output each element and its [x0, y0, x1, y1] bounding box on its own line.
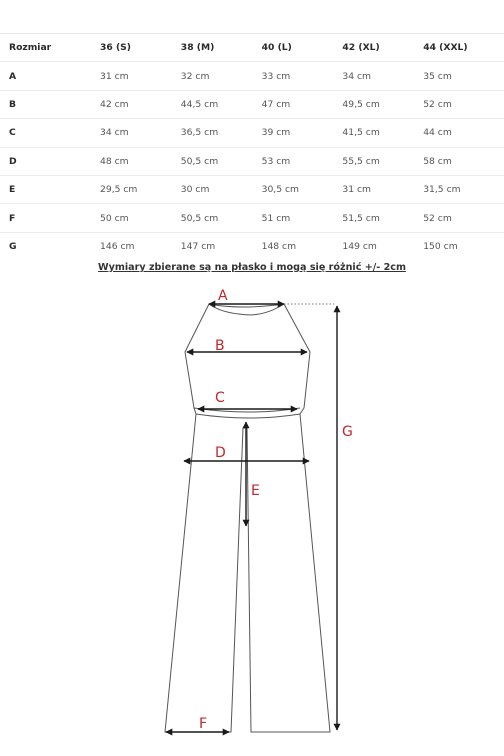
row-label: A	[0, 62, 100, 90]
label-c: C	[215, 390, 225, 406]
table-cell: 39 cm	[262, 119, 343, 147]
label-g: G	[342, 424, 353, 440]
table-cell: 31 cm	[342, 175, 423, 203]
table-cell: 50,5 cm	[181, 147, 262, 175]
label-f: F	[199, 716, 208, 732]
table-cell: 35 cm	[423, 62, 504, 90]
measurement-note: Wymiary zbierane są na płasko i mogą się różnić +/- 2cm	[98, 262, 406, 273]
table-cell: 41,5 cm	[342, 119, 423, 147]
label-d: D	[215, 445, 226, 461]
table-cell: 33 cm	[262, 62, 343, 90]
table-cell: 51,5 cm	[342, 204, 423, 232]
garment-outline	[165, 304, 330, 732]
column-header: Rozmiar	[0, 34, 100, 62]
table-cell: 29,5 cm	[100, 175, 181, 203]
label-b: B	[215, 338, 225, 354]
table-cell: 51 cm	[262, 204, 343, 232]
table-cell: 31,5 cm	[423, 175, 504, 203]
table-cell: 149 cm	[342, 232, 423, 260]
measurement-arrows	[166, 304, 337, 732]
row-label: D	[0, 147, 100, 175]
table-cell: 55,5 cm	[342, 147, 423, 175]
size-chart-table	[0, 33, 504, 260]
table-cell: 34 cm	[100, 119, 181, 147]
row-label: C	[0, 119, 100, 147]
row-label: G	[0, 232, 100, 260]
table-cell: 47 cm	[262, 90, 343, 118]
row-label: F	[0, 204, 100, 232]
label-a: A	[218, 288, 228, 304]
table-row	[0, 175, 504, 203]
column-header: 36 (S)	[100, 34, 181, 62]
table-row	[0, 62, 504, 90]
table-row	[0, 147, 504, 175]
table-cell: 58 cm	[423, 147, 504, 175]
column-header: 38 (M)	[181, 34, 262, 62]
jumpsuit-measurement-diagram	[0, 280, 504, 756]
table-cell: 30 cm	[181, 175, 262, 203]
table-cell: 50,5 cm	[181, 204, 262, 232]
table-cell: 52 cm	[423, 204, 504, 232]
row-label: B	[0, 90, 100, 118]
table-row	[0, 90, 504, 118]
table-row	[0, 232, 504, 260]
column-header: 42 (XL)	[342, 34, 423, 62]
table-cell: 147 cm	[181, 232, 262, 260]
table-cell: 49,5 cm	[342, 90, 423, 118]
table-cell: 34 cm	[342, 62, 423, 90]
table-cell: 150 cm	[423, 232, 504, 260]
row-label: E	[0, 175, 100, 203]
column-header: 40 (L)	[262, 34, 343, 62]
table-cell: 53 cm	[262, 147, 343, 175]
table-row	[0, 204, 504, 232]
table-row	[0, 119, 504, 147]
table-cell: 30,5 cm	[262, 175, 343, 203]
table-cell: 148 cm	[262, 232, 343, 260]
table-cell: 146 cm	[100, 232, 181, 260]
table-cell: 42 cm	[100, 90, 181, 118]
table-cell: 50 cm	[100, 204, 181, 232]
column-header: 44 (XXL)	[423, 34, 504, 62]
table-cell: 48 cm	[100, 147, 181, 175]
table-header-row	[0, 34, 504, 62]
table-cell: 52 cm	[423, 90, 504, 118]
table-cell: 44 cm	[423, 119, 504, 147]
table-cell: 44,5 cm	[181, 90, 262, 118]
table-cell: 36,5 cm	[181, 119, 262, 147]
label-e: E	[251, 483, 260, 499]
table-cell: 31 cm	[100, 62, 181, 90]
table-cell: 32 cm	[181, 62, 262, 90]
